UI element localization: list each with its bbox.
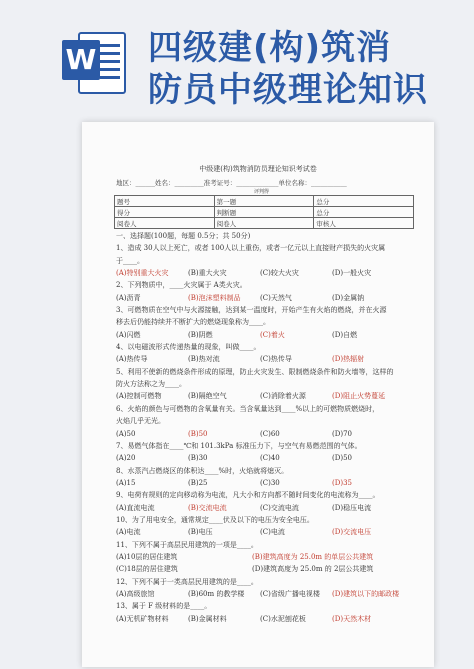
answer-option: (B)重大火灾 [188, 269, 227, 278]
answer-option: (D)一般火灾 [332, 269, 372, 278]
question-text: 12、下列不属于一类高层民用建筑的是____。 [116, 577, 258, 586]
answer-option: (D)自燃 [332, 330, 358, 339]
answer-option: (C)40 [260, 454, 280, 463]
score-cell: 阅卷人 [115, 218, 215, 229]
answer-options [116, 267, 420, 279]
score-cell: 第一题 [214, 196, 314, 207]
question-text: 于____。 [116, 256, 144, 265]
answer-option: (C)30 [260, 478, 280, 487]
answer-option: (B)60m 的教学楼 [188, 589, 245, 598]
answer-option: (C)60 [260, 429, 280, 438]
answer-options [116, 428, 420, 440]
answer-options [116, 551, 420, 563]
section-heading: 一、选择题(100题，每题 0.5分；共 50分) [116, 232, 251, 240]
answer-option: (A)高级旅馆 [116, 589, 155, 598]
answer-option: (B)金属材料 [188, 614, 227, 623]
answer-option: (D)50 [332, 454, 352, 463]
answer-option: (B)25 [188, 478, 208, 487]
answer-options [116, 588, 420, 600]
answer-option-marked: (D)35 [332, 478, 352, 487]
question-text: 7、易燃气体指在____℃和 101.3kPa 标准压力下，与空气有易燃范围的气体。 [116, 441, 362, 450]
answer-option-marked: (B)交流电流 [188, 503, 227, 512]
page-title-line2: 防员中级理论知识 [148, 70, 428, 110]
answer-option: (B)热对流 [188, 355, 220, 364]
answer-option: (D)金属钠 [332, 293, 365, 302]
answer-option: (A)闪燃 [116, 330, 141, 339]
answer-option: (C)消除着火源 [260, 392, 306, 401]
answer-options [116, 477, 420, 489]
score-cell: 判断题 [214, 207, 314, 218]
answer-options [116, 329, 420, 341]
answer-option: (A)15 [116, 478, 136, 487]
answer-options [116, 563, 420, 575]
answer-options [116, 452, 420, 464]
score-row [115, 207, 414, 218]
answer-option: (A)沥青 [116, 293, 141, 302]
answer-option-marked: (D)交流电压 [332, 528, 372, 537]
answer-options [116, 613, 420, 625]
answer-option: (C)省级广播电视楼 [260, 589, 320, 598]
answer-option-marked: (D)天然木材 [332, 614, 372, 623]
answer-option: (D)建筑高度为 25.0m 的 2层公共建筑 [252, 565, 374, 574]
answer-option-marked: (B)建筑高度为 25.0m 的单层公共建筑 [252, 552, 374, 561]
answer-option: (A)控制可燃物 [116, 392, 162, 401]
answer-option: (D)稳压电流 [332, 503, 372, 512]
answer-option-marked: (D)热辐射 [332, 355, 365, 364]
answer-option: (B)阴燃 [188, 330, 213, 339]
page-title-line1: 四级建(构)筑消 [148, 28, 392, 68]
exam-title: 中级建(构)筑物消防员理论知识考试卷 [199, 165, 317, 173]
question-text: 11、下列不属于高层民用建筑的一项是____。 [116, 540, 258, 549]
question-text: 防火方法称之为____。 [116, 380, 186, 389]
word-w-badge: W [62, 40, 100, 80]
question-text: 3、可燃物质在空气中与火源接触，达到某一温度时，开始产生有火焰的燃烧，并在火源 [116, 306, 387, 315]
question-text: 9、电荷有规则的定向移动称为电流，凡大小和方向都不随时间变化的电流称为____。 [116, 491, 380, 500]
answer-options [116, 526, 420, 538]
answer-option: (C)18层的居住建筑 [116, 565, 178, 574]
answer-options [116, 390, 420, 402]
answer-option-marked: (A)特别重大火灾 [116, 269, 169, 278]
score-cell: 总分 [314, 207, 414, 218]
question-text: 10、为了用电安全，通常规定____伏及以下的电压为安全电压。 [116, 515, 314, 524]
answer-option: (A)无机矿物材料 [116, 614, 169, 623]
document-page [82, 122, 434, 667]
answer-option-marked: (B)泡沫塑料制品 [188, 293, 241, 302]
question-text: 6、火焰的颜色与可燃物的含氧量有关。当含氧量达到____%以上的可燃物质燃烧时， [116, 404, 380, 413]
question-text: 13、属于 F 级材料的是____。 [116, 602, 212, 611]
question-text: 火焰几乎无光。 [116, 417, 165, 426]
answer-option: (A)50 [116, 429, 136, 438]
answer-option: (C)较大火灾 [260, 269, 299, 278]
answer-option: (B)电压 [188, 528, 213, 537]
answer-option: (B)30 [188, 454, 208, 463]
answer-option-marked: (C)着火 [260, 330, 285, 339]
question-list [116, 230, 420, 625]
answer-option: (A)热传导 [116, 355, 148, 364]
question-text: 1、造成 30人以上死亡，或者 100人以上重伤，或者一亿元以上直接财产损失的火灾属 [116, 244, 386, 253]
title-banner [0, 0, 474, 115]
answer-option: (A)10层的居住建筑 [116, 552, 178, 561]
question-text: 4、以电磁波形式传递热量的现象，叫做____。 [116, 343, 261, 352]
score-row [115, 218, 414, 229]
answer-options [116, 502, 420, 514]
answer-option: (C)天然气 [260, 293, 292, 302]
answer-option: (B)隔绝空气 [188, 392, 227, 401]
answer-options [116, 292, 420, 304]
answer-option-marked: (D)建筑以下的邮政楼 [332, 589, 400, 598]
score-cell: 审核人 [314, 218, 414, 229]
table-footnote: 评判得 [254, 189, 270, 195]
answer-option-marked: (D)阻止火势蔓延 [332, 392, 386, 401]
question-text: 2、下列物质中，____火灾属于 A类火灾。 [116, 281, 247, 290]
score-cell: 得分 [115, 207, 215, 218]
question-text: 5、利用不使新的燃烧条件形成的原理，防止火灾发生、限制燃烧条件和防火墙等，这样的 [116, 367, 394, 376]
answer-option: (C)热传导 [260, 355, 292, 364]
answer-option: (A)直流电流 [116, 503, 155, 512]
score-cell: 阅卷人 [214, 218, 314, 229]
answer-option: (C)电流 [260, 528, 285, 537]
word-icon [62, 28, 124, 94]
score-cell: 总分 [314, 196, 414, 207]
answer-options [116, 353, 420, 365]
score-cell: 题号 [115, 196, 215, 207]
answer-option: (C)水泥刨花板 [260, 614, 306, 623]
question-text: 移去后仍能持续并不断扩大的燃烧现象称为____。 [116, 318, 270, 327]
score-row [115, 196, 414, 207]
question-text: 8、水蒸汽占燃烧区的体积达____%时，火焰就将熄灭。 [116, 466, 289, 475]
answer-option: (A)20 [116, 454, 136, 463]
answer-option: (D)70 [332, 429, 352, 438]
candidate-info-line: 地区：______姓名：_________准考证号：_____________单位名称：___________ [116, 179, 347, 187]
answer-option-marked: (B)50 [188, 429, 208, 438]
score-table [114, 195, 414, 229]
answer-option: (C)交流电流 [260, 503, 299, 512]
answer-option: (A)电流 [116, 528, 141, 537]
